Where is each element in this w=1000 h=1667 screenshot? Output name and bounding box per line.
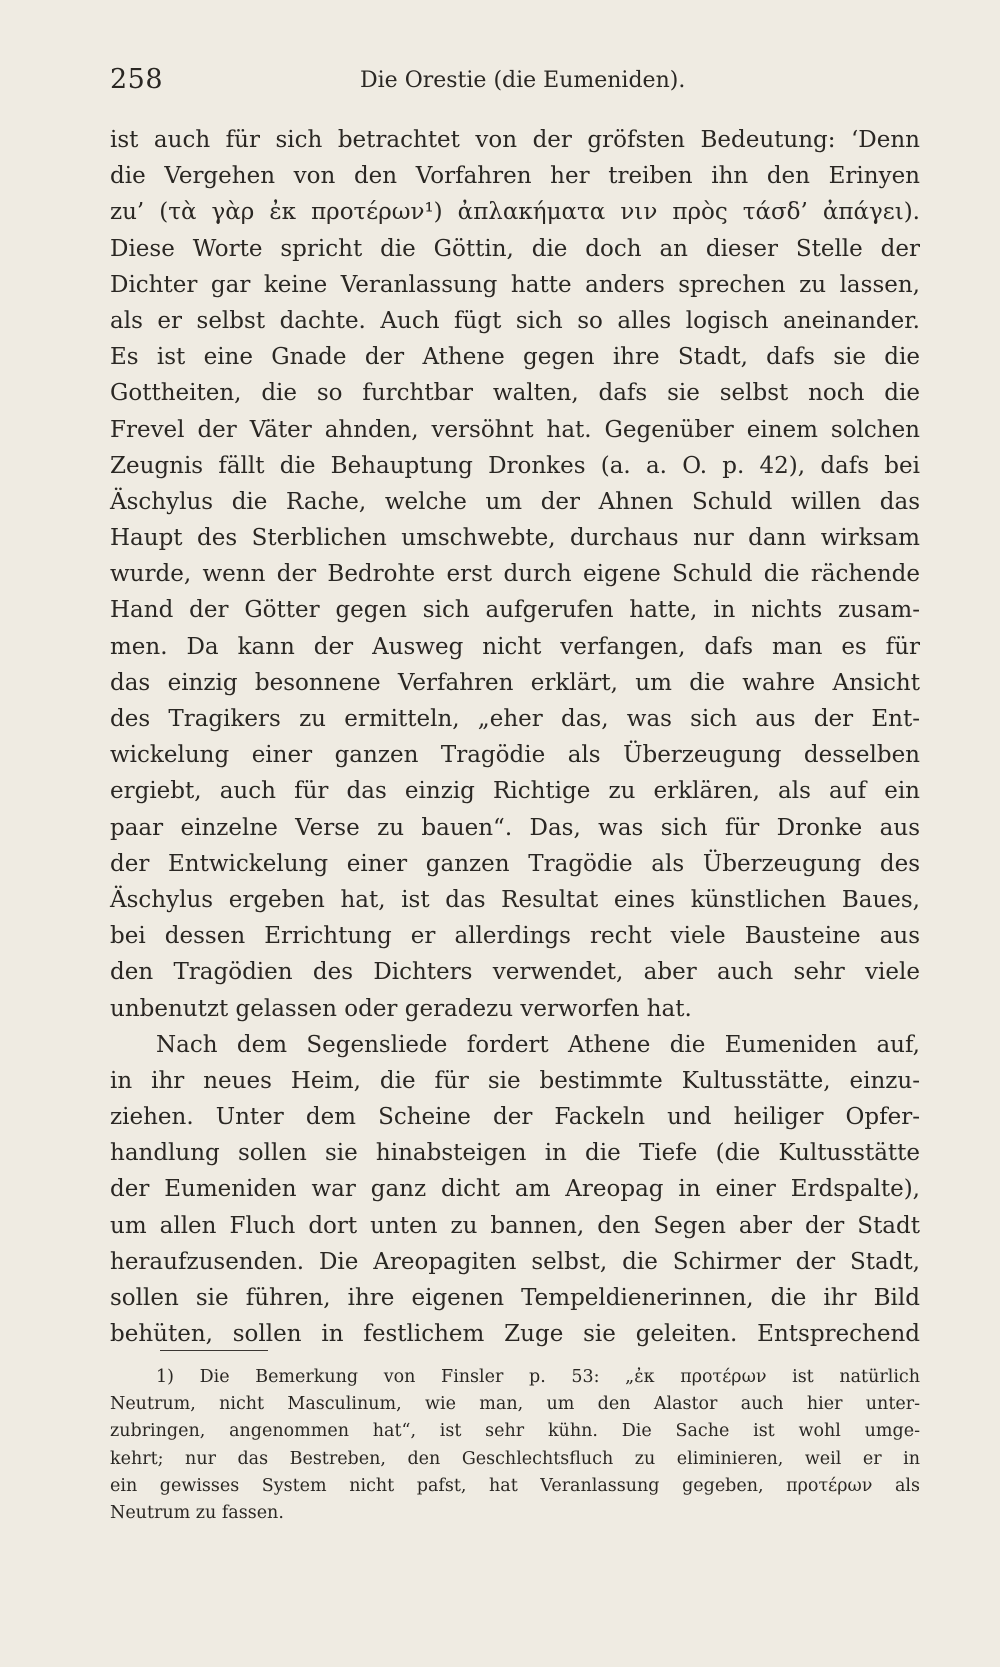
text-line: den Tragödien des Dichters verwendet, aber auch sehr viele [110,959,920,986]
text-line: ist auch für sich betrachtet von der gröfsten Bedeutung: ‘Denn [110,127,920,153]
page-number: 258 [110,64,164,95]
text-line: handlung sollen sie hinabsteigen in die Tiefe (die Kultusstätte [110,1140,920,1167]
text-line: wurde, wenn der Bedrohte erst durch eigene Schuld die rächende [110,561,920,588]
text-line: um allen Fluch dort unten zu bannen, den Segen aber der Stadt [110,1212,920,1239]
text-line: ergiebt, auch für das einzig Richtige zu erklären, als auf ein [110,778,920,805]
text-line: Gottheiten, die so furchtbar walten, dafs sie selbst noch die [110,380,920,407]
text-line: bei dessen Errichtung er allerdings recht viele Bausteine aus [110,923,920,950]
running-head: Die Orestie (die Eumeniden). [360,68,686,93]
text-line: heraufzusenden. Die Areopagiten selbst, die Schirmer der Stadt, [110,1248,920,1275]
text-line: Nach dem Segensliede fordert Athene die Eumeniden auf, [156,1031,920,1058]
footnote-line: Neutrum zu fassen. [110,1502,284,1523]
footnote-line: Neutrum, nicht Masculinum, wie man, um den Alastor auch hier unter- [110,1394,920,1415]
text-line: zu’ (τὰ γὰρ ἐκ προτέρων¹) ἀπλακήματα νιν πρὸς τάσδ’ ἀπάγει). [110,199,920,226]
text-line: Zeugnis fällt die Behauptung Dronkes (a. a. O. p. 42), dafs bei [110,452,920,479]
text-line: men. Da kann der Ausweg nicht verfangen, dafs man es für [110,633,920,660]
text-line: der Entwickelung einer ganzen Tragödie als Überzeugung des [110,850,920,877]
text-line: Äschylus die Rache, welche um der Ahnen Schuld willen das [110,488,920,515]
text-line: in ihr neues Heim, die für sie bestimmte Kultusstätte, einzu- [110,1067,920,1094]
footnote-line: ein gewisses System nicht pafst, hat Veranlassung gegeben, προτέρων als [110,1475,920,1496]
text-line: Dichter gar keine Veranlassung hatte anders sprechen zu lassen, [110,271,920,298]
page-header [110,64,920,104]
footnote-line: kehrt; nur das Bestreben, den Geschlechtsfluch zu eliminieren, weil er in [110,1448,920,1469]
text-line: des Tragikers zu ermitteln, „eher das, was sich aus der Ent- [110,706,920,732]
text-line: Diese Worte spricht die Göttin, die doch an dieser Stelle der [110,235,920,262]
text-line: Äschylus ergeben hat, ist das Resultat eines künstlichen Baues, [110,886,920,913]
text-line: unbenutzt gelassen oder geradezu verworfen hat. [110,995,692,1022]
text-line: paar einzelne Verse zu bauen“. Das, was sich für Dronke aus [110,814,920,841]
main-text [110,122,920,1352]
text-line: das einzig besonnene Verfahren erklärt, um die wahre Ansicht [110,669,920,696]
text-line: Hand der Götter gegen sich aufgerufen hatte, in nichts zusam- [110,597,920,624]
text-line: als er selbst dachte. Auch fügt sich so alles logisch aneinander. [110,307,920,334]
text-line: Es ist eine Gnade der Athene gegen ihre Stadt, dafs sie die [110,344,920,371]
text-line: der Eumeniden war ganz dicht am Areopag in einer Erdspalte), [110,1176,920,1203]
text-line: ziehen. Unter dem Scheine der Fackeln und heiliger Opfer- [110,1104,920,1131]
text-line: Haupt des Sterblichen umschwebte, durchaus nur dann wirksam [110,525,920,552]
footnotes [110,1364,920,1527]
footnote-line: zubringen, angenommen hat“, ist sehr kühn. Die Sache ist wohl umge- [110,1421,920,1442]
footnote-line: 1) Die Bemerkung von Finsler p. 53: „ἐκ προτέρων ist natürlich [156,1367,920,1387]
text-line: Frevel der Väter ahnden, versöhnt hat. Gegenüber einem solchen [110,416,920,443]
footnote-divider [160,1350,268,1351]
text-line: sollen sie führen, ihre eigenen Tempeldienerinnen, die ihr Bild [110,1285,920,1311]
text-line: wickelung einer ganzen Tragödie als Überzeugung desselben [110,742,920,769]
text-line: behüten, sollen in festlichem Zuge sie geleiten. Entsprechend [110,1321,920,1348]
text-line: die Vergehen von den Vorfahren her treiben ihn den Erinyen [110,163,920,190]
